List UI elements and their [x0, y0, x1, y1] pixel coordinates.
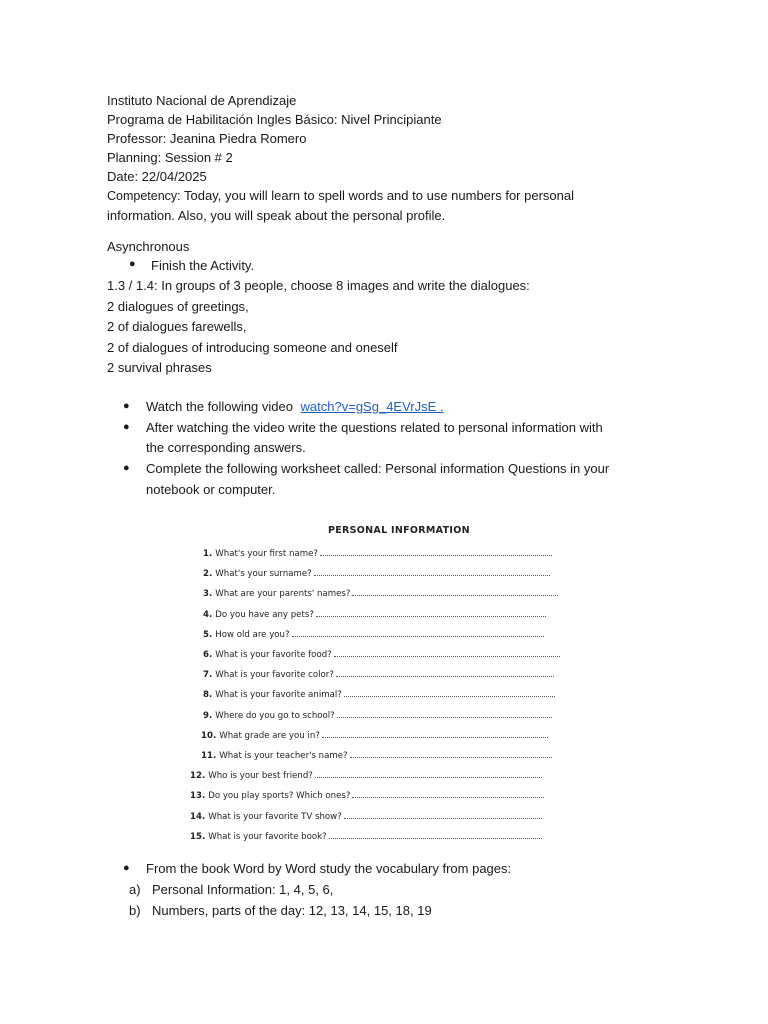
- question-number: 10.: [201, 730, 217, 741]
- video-link[interactable]: watch?v=gSg_4EVrJsE .: [300, 399, 444, 414]
- question-text: Who is your best friend?: [208, 771, 313, 782]
- answer-line: [316, 616, 546, 617]
- answer-line: [352, 595, 558, 596]
- competency-line-1: [107, 187, 574, 205]
- answer-line: [329, 838, 542, 839]
- worksheet-question-row: [201, 729, 548, 741]
- worksheet-question-row: [190, 830, 542, 842]
- institute-line: Instituto Nacional de Aprendizaje: [107, 93, 297, 108]
- word-by-word-line: From the book Word by Word study the vocabulary from pages:: [146, 861, 512, 876]
- question-text: What is your favorite book?: [208, 831, 327, 842]
- question-text: How old are you?: [215, 629, 290, 640]
- complete-worksheet-line-1: Complete the following worksheet called: Personal information Questions in your: [146, 461, 610, 476]
- worksheet-question-row: [203, 547, 552, 559]
- answer-line: [350, 757, 552, 758]
- question-text: What is your favorite TV show?: [208, 811, 342, 822]
- asynchronous-heading: Asynchronous: [107, 239, 190, 254]
- after-watching-line-1: After watching the video write the questions related to personal information with: [146, 420, 603, 435]
- bullet-icon: ●: [123, 421, 130, 433]
- question-text: Do you play sports? Which ones?: [208, 791, 351, 802]
- answer-line: [344, 696, 555, 697]
- competency-line-2: information. Also, you will speak about the personal profile.: [107, 208, 446, 223]
- worksheet-question-row: [190, 789, 544, 801]
- question-text: What is your favorite color?: [215, 670, 334, 681]
- worksheet-question-row: [203, 648, 560, 660]
- answer-line: [334, 656, 560, 657]
- question-number: 2.: [203, 569, 213, 580]
- dialogue-item-1: 2 dialogues of greetings,: [107, 299, 249, 314]
- dialogue-item-4: 2 survival phrases: [107, 360, 212, 375]
- question-text: What are your parents' names?: [215, 589, 351, 600]
- question-text: Where do you go to school?: [215, 710, 335, 721]
- answer-line: [352, 797, 544, 798]
- answer-line: [337, 717, 552, 718]
- question-number: 4.: [203, 609, 213, 620]
- question-text: What is your teacher's name?: [219, 751, 348, 761]
- competency-label: Competency:: [107, 189, 181, 203]
- worksheet-question-row: [203, 709, 552, 721]
- worksheet-question-row: [203, 587, 558, 599]
- question-number: 13.: [190, 791, 206, 802]
- bullet-icon: ●: [123, 400, 130, 412]
- watch-video-item: [146, 398, 444, 416]
- answer-line: [292, 636, 544, 637]
- bullet-icon: ●: [123, 462, 130, 474]
- question-text: What's your first name?: [215, 549, 318, 559]
- worksheet-question-row: [203, 688, 555, 700]
- worksheet-question-row: [203, 628, 544, 640]
- worksheet-question-row: [203, 608, 546, 620]
- answer-line: [344, 818, 542, 819]
- professor-line: Professor: Jeanina Piedra Romero: [107, 131, 307, 146]
- finish-activity-item: Finish the Activity.: [151, 258, 255, 273]
- worksheet-question-row: [201, 749, 552, 761]
- item-b-marker: b): [129, 903, 141, 918]
- worksheet-question-row: [190, 810, 542, 822]
- bullet-icon: ●: [129, 258, 136, 270]
- question-number: 12.: [190, 771, 206, 782]
- question-number: 11.: [201, 751, 217, 761]
- question-text: Do you have any pets?: [215, 609, 314, 620]
- answer-line: [320, 555, 552, 556]
- question-text: What grade are you in?: [219, 730, 320, 741]
- worksheet-question-row: [203, 668, 554, 680]
- date-line: Date: 22/04/2025: [107, 169, 207, 184]
- personal-information-worksheet: [180, 518, 590, 848]
- planning-line: Planning: Session # 2: [107, 150, 233, 165]
- question-number: 6.: [203, 650, 213, 660]
- after-watching-line-2: the corresponding answers.: [146, 440, 306, 455]
- answer-line: [322, 737, 548, 738]
- answer-line: [314, 575, 550, 576]
- question-number: 7.: [203, 670, 213, 681]
- watch-text: Watch the following video: [146, 399, 297, 414]
- worksheet-question-row: [203, 567, 550, 579]
- competency-text-1: Today, you will learn to spell words and to use numbers for personal: [180, 188, 574, 203]
- item-a-text: Personal Information: 1, 4, 5, 6,: [152, 882, 334, 897]
- question-text: What's your surname?: [215, 569, 312, 580]
- worksheet-question-row: [190, 769, 542, 781]
- question-text: What is your favorite food?: [215, 650, 332, 660]
- worksheet-title: PERSONAL INFORMATION: [328, 525, 470, 536]
- item-b-text: Numbers, parts of the day: 12, 13, 14, 15, 18, 19: [152, 903, 432, 918]
- question-text: What is your favorite animal?: [215, 690, 342, 701]
- question-number: 9.: [203, 710, 213, 721]
- program-line: Programa de Habilitación Ingles Básico: Nivel Principiante: [107, 112, 442, 127]
- item-a-marker: a): [129, 882, 141, 897]
- question-number: 1.: [203, 549, 213, 559]
- question-number: 8.: [203, 690, 213, 701]
- question-number: 14.: [190, 811, 206, 822]
- bullet-icon: ●: [123, 862, 130, 874]
- activity-line: 1.3 / 1.4: In groups of 3 people, choose 8 images and write the dialogues:: [107, 278, 530, 293]
- answer-line: [315, 777, 542, 778]
- complete-worksheet-line-2: notebook or computer.: [146, 482, 276, 497]
- question-number: 5.: [203, 629, 213, 640]
- dialogue-item-3: 2 of dialogues of introducing someone and oneself: [107, 340, 398, 355]
- question-number: 15.: [190, 831, 206, 842]
- question-number: 3.: [203, 589, 213, 600]
- answer-line: [336, 676, 554, 677]
- dialogue-item-2: 2 of dialogues farewells,: [107, 319, 247, 334]
